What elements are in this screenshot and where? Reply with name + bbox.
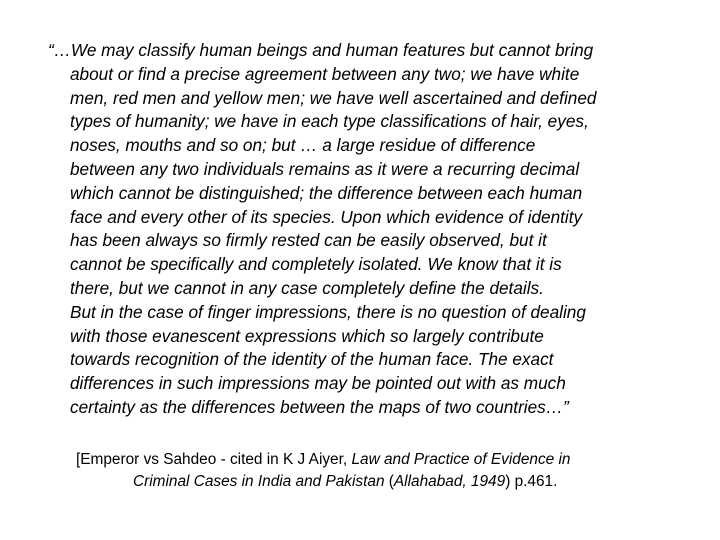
quotation-block [48,39,708,420]
quote-line: cannot be specifically and completely isolated. We know that it is [70,254,562,275]
quote-line: between any two individuals remains as it were a recurring decimal [70,158,580,179]
quote-line: certainty as the differences between the maps of two countries…” [70,396,569,417]
quote-line: has been always so firmly rested can be easily observed, but it [70,230,547,251]
quote-line: about or find a precise agreement between any two; we have white [70,63,580,84]
quote-line: types of humanity; we have in each type classifications of hair, eyes, [70,111,589,132]
quote-line: which cannot be distinguished; the difference between each human [70,182,583,203]
quote-line: towards recognition of the identity of the human face. The exact [70,349,554,370]
citation-page-ref: ) p.461. [505,472,558,490]
citation-line-1 [76,449,706,471]
citation-block [76,449,706,492]
quote-line: noses, mouths and so on; but … a large residue of difference [70,135,536,156]
quote-line: “…We may classify human beings and human features but cannot bring [48,40,594,60]
citation-book-title-part-1: Law and Practice of Evidence in [351,451,571,468]
quote-line: there, but we cannot in any case completely define the details. [70,277,544,298]
citation-book-title-part-2: Criminal Cases in India and Pakistan [133,472,385,490]
citation-prefix: [Emperor vs Sahdeo - cited in K J Aiyer, [76,451,352,468]
citation-publisher: Allahabad, 1949 [393,472,506,490]
citation-line-2 [76,471,706,493]
quote-line: differences in such impressions may be pointed out with as much [70,373,566,394]
quote-line: face and every other of its species. Upon which evidence of identity [70,206,583,227]
quote-line: But in the case of finger impressions, there is no question of dealing [70,301,586,322]
citation-paren-open: ( [384,472,394,490]
quote-line: with those evanescent expressions which so largely contribute [70,325,544,346]
quote-line: men, red men and yellow men; we have well ascertained and defined [70,87,597,108]
